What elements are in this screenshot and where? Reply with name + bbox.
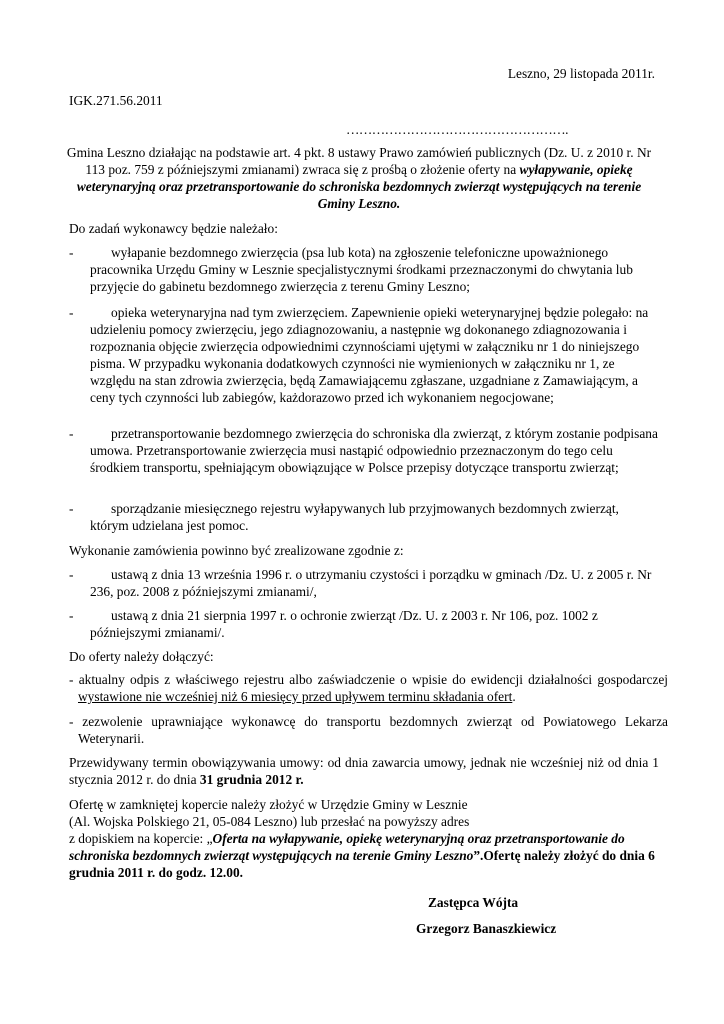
contract-term-text: Przewidywany termin obowiązywania umowy: od dnia zawarcia umowy, jednak nie wcześniej niż od dnia 1 stycznia 2012 r. do dnia xyxy=(69,755,659,787)
compliance-heading: Wykonanie zamówienia powinno być zrealizowane zgodnie z: xyxy=(69,543,404,558)
attachment-item-end: . xyxy=(512,689,516,704)
attachment-item xyxy=(69,713,668,747)
attachment-date-condition: wystawione nie wcześniej niż 6 miesięcy przed upływem terminu składania ofert xyxy=(78,689,513,704)
task-item-text: opieka weterynaryjna nad tym zwierzęciem. Zapewnienie opieki weterynaryjnej będzie polegało: na udzieleniu pomocy zwierzęciu, jego zdiagnozowaniu, a następnie wg dokonanego zdiagnozowania i rozpoznania objęcie zwierzęcia odpowiednimi czynnościami ujętymi w załączniku nr 1 do niniejszego pisma. W przypadku wykonania dodatkowych czynności nie wymienionych w załączniku nr 1, ze względu na stan zdrowia zwierzęcia, będą Zamawiającemu zgłaszane, uzgadniane z Zamawiającym, a ceny tych czynności lub zabiegów, każdorazowo przed ich wykonaniem negocjowane; xyxy=(90,305,649,405)
closing-quote: ”. xyxy=(473,848,484,863)
submission-deadline: Ofertę należy złożyć do dnia 6 grudnia 2011 r. do godz. 12.00. xyxy=(69,848,655,880)
bullet-dash: - xyxy=(69,305,74,320)
envelope-inscription: Oferta na wyłapywanie, opiekę weterynaryjną oraz przetransportowanie do schroniska bezdomnych zwierząt występujących na terenie Gminy Leszno xyxy=(69,831,625,863)
submission-info xyxy=(69,796,659,881)
law-item xyxy=(69,566,659,600)
submission-envelope-note xyxy=(69,830,659,881)
submission-line: z dopiskiem na kopercie: „ xyxy=(69,831,213,846)
task-item xyxy=(69,425,659,476)
task-item-text: przetransportowanie bezdomnego zwierzęcia do schroniska dla zwierząt, z którym zostanie podpisana umowa. Przetransportowanie zwierzęcia musi nastąpić odpowiednio przeznaczonym do tego celu środkiem transportu, spełniającym obowiązujące w Polsce przepisy dotyczące transportu zwierząt; xyxy=(90,426,658,475)
attachment-item-text: - zezwolenie uprawniające wykonawcę do transportu bezdomnych zwierząt od Powiatowego Lekarza Weterynarii. xyxy=(69,714,668,746)
bullet-dash: - xyxy=(69,567,74,582)
tasks-heading: Do zadań wykonawcy będzie należało: xyxy=(69,221,278,236)
task-item-text: sporządzanie miesięcznego rejestru wyłapywanych lub przyjmowanych bezdomnych zwierząt, którym udzielana jest pomoc. xyxy=(90,501,619,533)
contract-term xyxy=(69,754,659,788)
attachment-item-text: - aktualny odpis z właściwego rejestru albo zaświadczenie o wpisie do ewidencji działalności gospodarczej xyxy=(69,672,668,687)
intro-paragraph xyxy=(62,144,656,212)
submission-line: (Al. Wojska Polskiego 21, 05-084 Leszno) lub przesłać na powyższy adres xyxy=(69,814,470,829)
task-item-text: wyłapanie bezdomnego zwierzęcia (psa lub kota) na zgłoszenie telefoniczne upoważnionego pracownika Urzędu Gminy w Lesznie specjalistycznymi środkami przeznaczonymi do chwytania lub przyjęcie do gabinetu bezdomnego zwierzęcia z terenu Gminy Leszno; xyxy=(90,245,633,294)
task-item xyxy=(69,244,659,295)
addressee-placeholder: ……………………………………………. xyxy=(346,122,568,137)
bullet-dash: - xyxy=(69,501,74,516)
law-item-text: ustawą z dnia 13 września 1996 r. o utrzymaniu czystości i porządku w gminach /Dz. U. z 2005 r. Nr 236, poz. 2008 z późniejszymi zmianami/, xyxy=(90,567,652,599)
law-item-text: ustawą z dnia 21 sierpnia 1997 r. o ochronie zwierząt /Dz. U. z 2003 r. Nr 106, poz. 1002 z późniejszymi zmianami/. xyxy=(90,608,598,640)
place-date: Leszno, 29 listopada 2011r. xyxy=(507,66,655,81)
signatory-title: Zastępca Wójta xyxy=(428,895,519,910)
intro-text: Gmina Leszno działając na podstawie art. 4 pkt. 8 ustawy Prawo zamówień publicznych (Dz. U. z 2010 r. Nr 113 poz. 759 z późniejszymi zmianami) zwraca się z prośbą o złożenie oferty na xyxy=(66,145,652,177)
bullet-dash: - xyxy=(69,426,74,441)
task-item xyxy=(69,500,659,534)
bullet-dash: - xyxy=(69,608,74,623)
order-subject: wyłapywanie, opiekę weterynaryjną oraz przetransportowanie do schroniska bezdomnych zwierząt występujących na terenie Gminy Leszno. xyxy=(76,162,642,211)
bullet-dash: - xyxy=(69,245,74,260)
task-item xyxy=(69,304,659,406)
attachments-heading: Do oferty należy dołączyć: xyxy=(69,649,214,664)
signatory-name: Grzegorz Banaszkiewicz xyxy=(416,921,557,936)
submission-line: Ofertę w zamkniętej kopercie należy złożyć w Urzędzie Gminy w Lesznie xyxy=(69,797,468,812)
law-item xyxy=(69,607,659,641)
reference-number: IGK.271.56.2011 xyxy=(69,93,163,108)
attachment-item xyxy=(69,671,668,705)
contract-end-date: 31 grudnia 2012 r. xyxy=(199,772,304,787)
